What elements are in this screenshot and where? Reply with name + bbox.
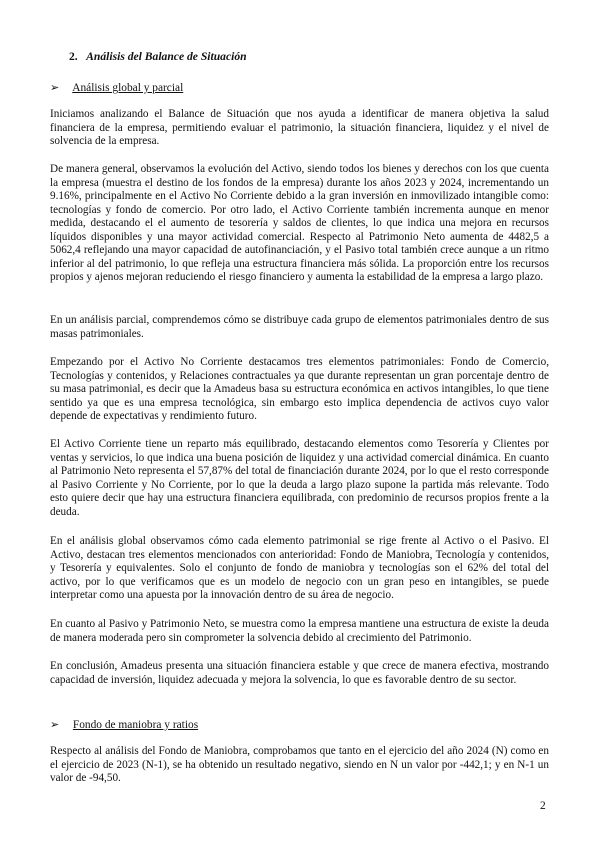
section-title: Análisis del Balance de Situación xyxy=(86,50,247,63)
paragraph-conclusion: En conclusión, Amadeus presenta una situación financiera estable y que crece de manera efectiva, mostrando capacidad de inversión, liquidez adecuada y mejora la solvencia, lo que es favorable dentro de su sector. xyxy=(50,660,549,686)
subsection-label: Análisis global y parcial xyxy=(72,82,184,94)
paragraph-fondo-maniobra: Respecto al análisis del Fondo de Maniobra, comprobamos que tanto en el ejercicio del año 2024 (N) como en el ejercicio de 2023 (N-1), se ha obtenido un resultado negativo, siendo en N un valor por -442,1; y en N-1 un valor de -94,50. xyxy=(50,745,549,784)
paragraph-global: En el análisis global observamos cómo cada elemento patrimonial se rige frente al Activo o el Pasivo. El Activo, destacan tres elementos mencionados con anterioridad: Fondo de Maniobra, Tecnología y contenidos, y Tesorería y equivalentes. Solo el conjunto de fondo de maniobra y tecnologías son el 62% del total del activo, por lo que verificamos que es un modelo de negocio con un gran peso en intangibles, se puede interpretar como una apuesta por la innovación dentro de su área de negocio. xyxy=(50,535,549,601)
arrow-bullet-icon: ➢ xyxy=(50,718,60,731)
paragraph-activo-corriente: El Activo Corriente tiene un reparto más equilibrado, destacando elementos como Tesorería y Clientes por ventas y servicios, lo que indica una buena posición de liquidez y una actividad comercial dinámica. En cuanto al Patrimonio Neto representa el 57,87% del total de financiación durante 2024, por lo que el resto corresponde al Pasivo Corriente y No Corriente, por lo que la deuda a largo plazo supone la partida más relevante. Todo esto quiere decir que hay una estructura financiera equilibrada, con predominio de recursos propios frente a la deuda. xyxy=(50,438,549,518)
section-number: 2. xyxy=(69,50,78,63)
page-number: 2 xyxy=(540,800,546,812)
paragraph-general: De manera general, observamos la evolución del Activo, siendo todos los bienes y derechos con los que cuenta la empresa (muestra el destino de los fondos de la empresa) durante los años 2023 y 2024, incrementando un 9.16%, principalmente en el Activo No Corriente debido a la gran inversión en inmovilizado intangible como: tecnologías y fondo de comercio. Por otro lado, el Activo Corriente también incrementa aunque en menor medida, destacando el el aumento de tesorería y saldos de clientes, lo que indica una mejora en recursos líquidos disponibles y una mayor actividad comercial. Respecto al Patrimonio Neto aumenta de 4482,5 a 5062,4 reflejando una mayor capacidad de autofinanciación, y el Pasivo total también crece aunque a un ritmo inferior al del patrimonio, lo que refleja una estructura financiera más sólida. La proporción entre los recursos propios y ajenos mejoran reduciendo el riesgo financiero y aumenta la estabilidad de la empresa a largo plazo. xyxy=(50,163,549,283)
paragraph-activo-no-corriente: Empezando por el Activo No Corriente destacamos tres elementos patrimoniales: Fondo de Comercio, Tecnologías y contenidos, y Relaciones contractuales ya que durante representan un gran porcentaje dentro de su masa patrimonial, es decir que la Amadeus basa su estructura económica en activos intangibles, lo que tiene sentido ya que es una empresa tecnológica, sin embargo esto implica dependencia de activos cuyo valor depende de expectativas y rendimiento futuro. xyxy=(50,356,549,422)
arrow-bullet-icon: ➢ xyxy=(50,81,60,94)
subsection-label: Fondo de maniobra y ratios xyxy=(72,719,199,731)
section-heading xyxy=(69,50,247,64)
subsection-heading-fondo xyxy=(50,718,198,733)
paragraph-partial: En un análisis parcial, comprendemos cómo se distribuye cada grupo de elementos patrimoniales dentro de sus masas patrimoniales. xyxy=(50,314,549,340)
paragraph-pasivo: En cuanto al Pasivo y Patrimonio Neto, se muestra como la empresa mantiene una estructura de existe la deuda de manera moderada pero sin comprometer la solvencia debido al crecimiento del Patrimonio. xyxy=(50,618,549,644)
subsection-heading-analisis xyxy=(50,81,183,96)
paragraph-intro: Iniciamos analizando el Balance de Situación que nos ayuda a identificar de manera objetiva la salud financiera de la empresa, permitiendo evaluar el patrimonio, la situación financiera, liquidez y el nivel de solvencia de la empresa. xyxy=(50,108,549,147)
